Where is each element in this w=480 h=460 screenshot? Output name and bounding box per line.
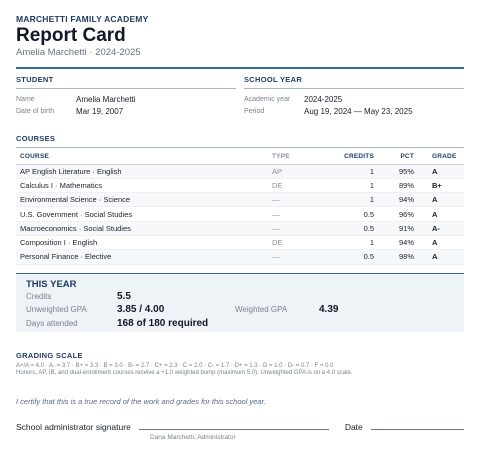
course-credits: 0.5 <box>332 250 378 264</box>
course-pct: 98% <box>378 250 428 264</box>
course-pct: 91% <box>378 221 428 235</box>
course-grade: A- <box>428 221 464 235</box>
course-name: Environmental Science · Science <box>16 193 268 207</box>
course-pct: 96% <box>378 207 428 221</box>
course-type: DE <box>268 178 332 192</box>
grading-scale: A+/A = 4.0 · A- = 3.7 · B+ = 3.3 · B = 3.0 · B- = 2.7 · C+ = 2.3 · C = 2.0 · C- = 1.7 · D+ = 1.3 · D = 1.0 · D- = 0.7 · F = 0.0 <box>16 362 334 369</box>
course-pct: 94% <box>378 193 428 207</box>
period-value: Aug 19, 2024 — May 23, 2025 <box>304 107 413 116</box>
course-credits: 1 <box>332 164 378 178</box>
school-year-divider <box>244 88 464 89</box>
weighted-gpa-value: 4.39 <box>319 304 339 316</box>
page-title: Report Card <box>16 25 126 46</box>
page-subtitle: Amelia Marchetti · 2024-2025 <box>16 47 141 58</box>
report-card <box>16 14 464 441</box>
col-pct: PCT <box>378 148 428 165</box>
credits-label: Credits <box>26 291 52 301</box>
academic-year-label: Academic year <box>244 96 291 103</box>
table-row <box>16 178 464 192</box>
unweighted-gpa-label: Unweighted GPA <box>26 305 87 315</box>
name-label: Name <box>16 96 35 103</box>
days-attended-label: Days attended <box>26 318 78 328</box>
academic-year-value: 2024-2025 <box>304 95 343 104</box>
certification-statement: I certify that this is a true record of the work and grades for this school year. <box>16 396 266 406</box>
table-row <box>16 250 464 264</box>
date-line[interactable] <box>371 429 464 430</box>
col-course: COURSE <box>16 148 268 165</box>
signer-name: Dana Marchetti, Administrator <box>150 433 236 441</box>
course-grade: A <box>428 235 464 249</box>
course-name: AP English Literature · English <box>16 164 268 178</box>
courses-heading: COURSES <box>16 133 56 143</box>
signature-area <box>16 422 464 432</box>
table-row <box>16 193 464 207</box>
course-name: Macroeconomics · Social Studies <box>16 221 268 235</box>
unweighted-gpa-value: 3.85 / 4.00 <box>117 304 165 316</box>
period-label: Period <box>244 108 265 115</box>
student-divider <box>16 88 236 89</box>
course-type: AP <box>268 164 332 178</box>
course-type: — <box>268 221 332 235</box>
table-row <box>16 235 464 249</box>
course-grade: A <box>428 164 464 178</box>
courses-header-row <box>16 148 464 165</box>
course-grade: A <box>428 250 464 264</box>
course-pct: 95% <box>378 164 428 178</box>
year-summary <box>16 273 464 332</box>
courses-table <box>16 148 464 265</box>
course-grade: B+ <box>428 178 464 192</box>
course-credits: 1 <box>332 193 378 207</box>
student-name-row <box>16 94 236 106</box>
attendance-row <box>26 317 454 331</box>
course-type: — <box>268 250 332 264</box>
header-divider <box>16 67 464 69</box>
col-credits: CREDITS <box>332 148 378 165</box>
col-grade: GRADE <box>428 148 464 165</box>
table-row <box>16 221 464 235</box>
course-name: Composition I · English <box>16 235 268 249</box>
weighted-gpa-label: Weighted GPA <box>235 305 288 315</box>
grading-note: Honors, AP, IB, and dual-enrollment courses receive a +1.0 weighted bump (maximum 5.0). Unweighted GPA is on a 4.0 scale. <box>16 369 353 376</box>
course-grade: A <box>428 207 464 221</box>
student-dob-row <box>16 106 236 118</box>
table-row <box>16 164 464 178</box>
date-label: Date <box>344 421 363 432</box>
credits-row <box>26 290 454 304</box>
school-year-heading: SCHOOL YEAR <box>244 74 303 84</box>
period-row <box>244 106 464 118</box>
course-credits: 0.5 <box>332 207 378 221</box>
days-attended-value: 168 of 180 required <box>117 317 209 329</box>
dob-value: Mar 19, 2007 <box>76 107 124 116</box>
table-row <box>16 207 464 221</box>
dob-label: Date of birth <box>16 108 55 115</box>
summary-heading: THIS YEAR <box>26 278 77 290</box>
student-heading: STUDENT <box>16 74 54 84</box>
academic-year-row <box>244 94 464 106</box>
course-type: DE <box>268 235 332 249</box>
course-credits: 1 <box>332 178 378 192</box>
signature-label: School administrator signature <box>16 421 131 432</box>
course-name: Personal Finance · Elective <box>16 250 268 264</box>
gpa-row <box>26 303 454 317</box>
school-name: MARCHETTI FAMILY ACADEMY <box>16 14 149 24</box>
course-credits: 0.5 <box>332 221 378 235</box>
name-value: Amelia Marchetti <box>76 95 136 104</box>
course-grade: A <box>428 193 464 207</box>
course-type: — <box>268 193 332 207</box>
col-type: TYPE <box>268 148 332 165</box>
course-name: Calculus I · Mathematics <box>16 178 268 192</box>
course-type: — <box>268 207 332 221</box>
signature-line[interactable] <box>139 429 329 430</box>
info-section <box>16 75 464 118</box>
student-section <box>16 75 236 118</box>
credits-value: 5.5 <box>117 290 131 302</box>
course-credits: 1 <box>332 235 378 249</box>
course-pct: 94% <box>378 235 428 249</box>
course-pct: 89% <box>378 178 428 192</box>
course-name: U.S. Government · Social Studies <box>16 207 268 221</box>
school-year-section <box>236 75 464 118</box>
grading-scale-heading: GRADING SCALE <box>16 350 83 360</box>
